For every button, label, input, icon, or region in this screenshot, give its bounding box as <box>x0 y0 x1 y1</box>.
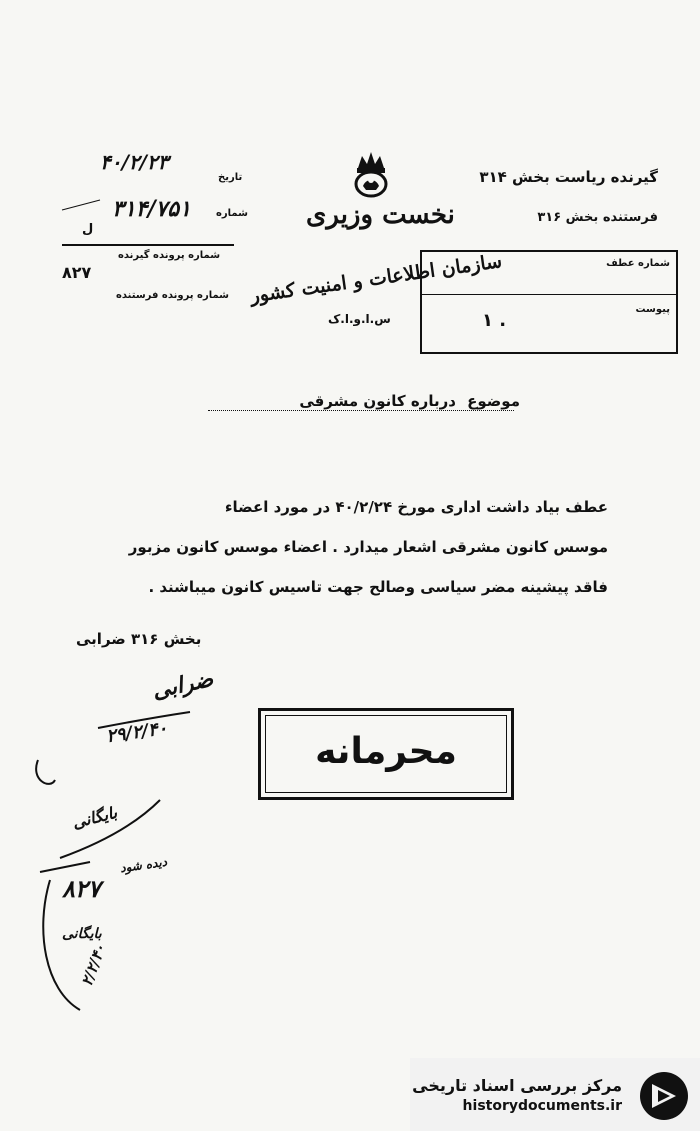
archive-watermark <box>410 1058 700 1131</box>
recipient-line: گیرنده ریاست بخش ۳۱۴ <box>479 168 658 186</box>
sender-file-label: شماره پرونده فرستنده <box>116 290 229 301</box>
body-line2: موسس کانون مشرقی اشعار میدارد . اعضاء موسس کانون مزبور <box>128 538 608 556</box>
confidential-stamp-text: محرمانه <box>315 731 457 772</box>
confidential-stamp <box>258 708 514 800</box>
handwritten-note2: بایگانی <box>62 926 102 942</box>
reference-row2: پیوست <box>635 304 670 315</box>
handwritten-note-date: ۲/۲/۴۰ <box>77 941 110 989</box>
handwritten-file-number: ۸۲۷ <box>62 874 101 903</box>
handwritten-signature-date: ۲۹/۲/۴۰ <box>104 717 169 748</box>
subject-text: درباره کانون مشرقی <box>299 392 456 410</box>
brand-line3: س.ا.و.ا.ک <box>328 312 391 326</box>
receiver-file-value: ۸۲۷ <box>62 263 92 282</box>
number-label: شماره <box>216 208 248 219</box>
reference-mark: ۱ . <box>482 310 507 331</box>
crown-emblem-icon <box>350 150 392 198</box>
reference-box-divider <box>422 294 676 295</box>
archive-org-name: مرکز بررسی اسناد تاریخی <box>412 1076 622 1095</box>
handwritten-signature: ضرابی <box>149 665 216 705</box>
number-underline <box>62 244 234 246</box>
date-value: ۴۰/۲/۲۳ <box>100 150 169 174</box>
body-line3: فاقد پیشینه مضر سیاسی وصالح جهت تاسیس کانون میباشند . <box>148 578 608 596</box>
subject-underline <box>208 410 514 411</box>
body-line1: عطف بیاد داشت اداری مورخ ۴۰/۲/۲۴ در مورد اعضاء <box>224 498 608 516</box>
number-value: ۳۱۴/۷۵۱ <box>112 196 191 222</box>
date-label: تاریخ <box>218 172 243 183</box>
receiver-file-label: شماره پرونده گیرنده <box>118 250 221 261</box>
subject-line <box>299 392 520 410</box>
number-suffix: ل <box>82 222 94 237</box>
handwritten-note3: دیده شود <box>119 854 168 876</box>
reference-box <box>420 250 678 354</box>
brand-line2: سازمان اطلاعات و امنیت کشور <box>248 250 504 308</box>
archive-site: historydocuments.ir <box>462 1098 622 1114</box>
subject-label: موضوع <box>467 392 520 410</box>
reference-row1: شماره عطف <box>606 258 670 269</box>
sender-line: فرستنده بخش ۳۱۶ <box>537 210 658 225</box>
handwritten-note1: بایگانی <box>70 802 119 833</box>
archive-logo-icon <box>638 1070 690 1122</box>
body-signature-line: بخش ۳۱۶ ضرابی <box>76 630 202 648</box>
brand-line1: نخست وزیری <box>306 200 455 230</box>
